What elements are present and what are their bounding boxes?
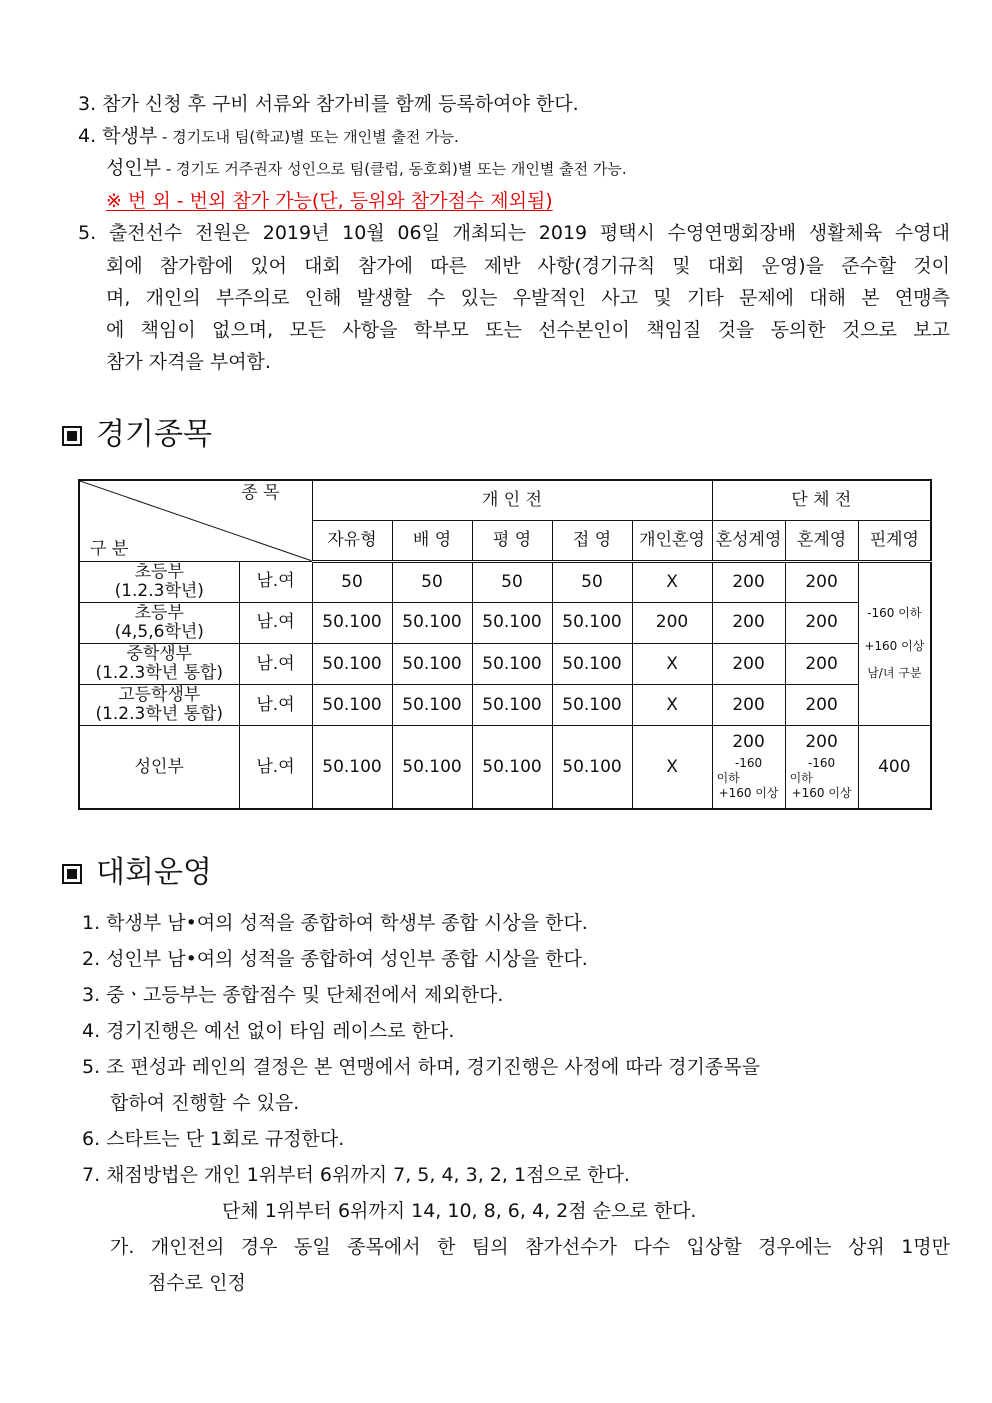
mixed-relay-under: -160 — [734, 756, 763, 771]
fin-relay-note-cell — [858, 561, 931, 726]
ops-item-1: 1. 학생부 남•여의 성적을 종합하여 학생부 종합 시상을 한다. — [82, 912, 588, 934]
gender-cell: 남.여 — [239, 643, 312, 684]
ops-item-4: 4. 경기진행은 예선 없이 타임 레이스로 한다. — [82, 1020, 455, 1042]
student-label: 4. 학생부 — [78, 125, 158, 147]
ops-item-7-line1: 7. 채점방법은 개인 1위부터 6위까지 7, 5, 4, 3, 2, 1점으로 한다. — [82, 1164, 630, 1186]
value-cell: 50.100 — [472, 643, 552, 684]
medley-relay-adult-cell — [785, 726, 858, 809]
division-name-line2: (1.2.3학년 통합) — [95, 704, 224, 725]
fin-note-gender: 남/녀 구분 — [867, 666, 922, 681]
value-cell: 50.100 — [552, 602, 632, 643]
value-cell: 50 — [472, 561, 552, 602]
ops-subitem-ga-line1: 가. 개인전의 경우 동일 종목에서 한 팀의 참가선수가 다수 입상할 경우에는 상위 1명만 — [110, 1236, 950, 1258]
value-cell: 200 — [712, 643, 785, 684]
ops-item-6: 6. 스타트는 단 1회로 규정한다. — [82, 1128, 345, 1150]
division-name — [79, 561, 239, 602]
square-bullet-icon — [62, 864, 82, 884]
col-header-individual-medley: 개인혼영 — [632, 520, 712, 561]
division-name: 성인부 — [79, 726, 239, 809]
value-cell: 200 — [785, 685, 858, 726]
division-name-line2: (1.2.3학년 통합) — [95, 663, 224, 684]
value-cell: 50.100 — [472, 685, 552, 726]
corner-label-division: 구 분 — [90, 538, 129, 559]
intro-item-3: 3. 참가 신청 후 구비 서류와 참가비를 함께 등록하여야 한다. — [78, 93, 579, 115]
value-cell: 200 — [712, 561, 785, 602]
ops-item-2: 2. 성인부 남•여의 성적을 종합하여 성인부 종합 시상을 한다. — [82, 948, 588, 970]
value-cell: 200 — [712, 602, 785, 643]
value-cell: 50.100 — [392, 685, 472, 726]
square-bullet-icon — [62, 426, 82, 446]
col-header-medley-relay: 혼계영 — [785, 520, 858, 561]
col-header-fin-relay: 핀계영 — [858, 520, 931, 561]
value-cell: 50 — [312, 561, 392, 602]
events-table — [78, 479, 932, 810]
value-cell: 50.100 — [392, 643, 472, 684]
value-cell: 50.100 — [552, 685, 632, 726]
group-header-individual: 개 인 전 — [312, 480, 712, 520]
value-cell: 200 — [785, 561, 858, 602]
value-cell: 50.100 — [552, 643, 632, 684]
intro-item-5-line1: 5. 출전선수 전원은 2019년 10월 06일 개최되는 2019 평택시 수영연맹회장배 생활체육 수영대 — [78, 222, 950, 244]
intro-item-4-adult — [106, 156, 627, 181]
value-cell: 50.100 — [312, 726, 392, 809]
intro-item-5-line5: 참가 자격을 부여함. — [106, 351, 271, 373]
medley-relay-under: -160 — [807, 756, 836, 771]
ops-item-5-line1: 5. 조 편성과 레인의 결정은 본 연맹에서 하며, 경기진행은 사정에 따라 경기종목을 — [82, 1056, 760, 1078]
value-cell: 50.100 — [392, 602, 472, 643]
ops-item-7-line2: 단체 1위부터 6위까지 14, 10, 8, 6, 4, 2점 순으로 한다. — [222, 1200, 697, 1222]
corner-header-cell — [79, 480, 312, 561]
value-cell: 50.100 — [312, 643, 392, 684]
table-row — [79, 643, 931, 684]
value-cell: 50.100 — [312, 602, 392, 643]
value-cell: X — [632, 643, 712, 684]
table-row-adult — [79, 726, 931, 809]
division-name-line2: (1.2.3학년) — [114, 580, 204, 601]
medley-relay-distance: 200 — [805, 732, 838, 753]
col-header-backstroke: 배 영 — [392, 520, 472, 561]
table-row — [79, 561, 931, 602]
extra-entry-note: ※ 번 외 - 번외 참가 가능(단, 등위와 참가점수 제외됨) — [106, 190, 553, 212]
division-name-line1: 고등학생부 — [118, 685, 201, 706]
value-cell: 50.100 — [472, 726, 552, 809]
value-cell: 50 — [552, 561, 632, 602]
value-cell: 50.100 — [312, 685, 392, 726]
division-name — [79, 685, 239, 726]
col-header-mixed-relay: 혼성계영 — [712, 520, 785, 561]
intro-item-4 — [78, 124, 459, 149]
value-cell: 50.100 — [472, 602, 552, 643]
gender-cell: 남.여 — [239, 602, 312, 643]
adult-label: 성인부 — [106, 157, 162, 179]
col-header-freestyle: 자유형 — [312, 520, 392, 561]
fin-note-under: -160 이하 — [867, 606, 922, 621]
gender-cell: 남.여 — [239, 726, 312, 809]
division-name — [79, 602, 239, 643]
section-heading-operations — [62, 855, 212, 891]
value-cell: 50.100 — [392, 726, 472, 809]
value-cell: 50.100 — [552, 726, 632, 809]
table-row — [79, 685, 931, 726]
col-header-butterfly: 접 영 — [552, 520, 632, 561]
division-name-line1: 초등부 — [134, 561, 184, 582]
fin-relay-adult-cell: 400 — [858, 726, 931, 809]
group-header-team: 단 체 전 — [712, 480, 931, 520]
ops-item-5-line2: 합하여 진행할 수 있음. — [110, 1092, 300, 1114]
medley-relay-over: +160 이상 — [791, 786, 852, 801]
table-row — [79, 602, 931, 643]
division-name — [79, 643, 239, 684]
mixed-relay-adult-cell — [712, 726, 785, 809]
intro-item-5-line2: 회에 참가함에 있어 대회 참가에 따른 제반 사항(경기규칙 및 대회 운영)을 준수할 것이 — [106, 255, 950, 277]
value-cell: X — [632, 726, 712, 809]
medley-relay-under-label: 이하 — [789, 771, 813, 786]
division-name-line1: 초등부 — [134, 602, 184, 623]
division-name-line2: (4,5,6학년) — [114, 621, 204, 642]
section-heading-events — [62, 417, 212, 453]
section-title: 대회운영 — [96, 855, 212, 890]
value-cell: X — [632, 685, 712, 726]
section-title: 경기종목 — [96, 417, 212, 452]
gender-cell: 남.여 — [239, 685, 312, 726]
division-name-line1: 중학생부 — [126, 644, 193, 665]
value-cell: 200 — [712, 685, 785, 726]
ops-item-3: 3. 중ㆍ고등부는 종합점수 및 단체전에서 제외한다. — [82, 984, 504, 1006]
value-cell: 50 — [392, 561, 472, 602]
value-cell: 200 — [785, 643, 858, 684]
corner-label-events: 종 목 — [241, 483, 280, 503]
intro-item-5-line3: 며, 개인의 부주의로 인해 발생할 수 있는 우발적인 사고 및 기타 문제에 대해 본 연맹측 — [106, 287, 950, 309]
fin-note-over: +160 이상 — [864, 639, 925, 654]
gender-cell: 남.여 — [239, 561, 312, 602]
mixed-relay-over: +160 이상 — [718, 786, 779, 801]
ops-subitem-ga-line2: 점수로 인정 — [148, 1272, 246, 1294]
value-cell: 200 — [785, 602, 858, 643]
intro-item-5-line4: 에 책임이 없으며, 모든 사항을 학부모 또는 선수본인이 책임질 것을 동의한 것으로 보고 — [106, 319, 950, 341]
value-cell: X — [632, 561, 712, 602]
mixed-relay-under-label: 이하 — [716, 771, 740, 786]
value-cell: 200 — [632, 602, 712, 643]
adult-desc: - 경기도 거주권자 성인으로 팀(클럽, 동호회)별 또는 개인별 출전 가능. — [161, 160, 627, 178]
col-header-breaststroke: 평 영 — [472, 520, 552, 561]
mixed-relay-distance: 200 — [732, 732, 765, 753]
student-desc: - 경기도내 팀(학교)별 또는 개인별 출전 가능. — [157, 128, 459, 146]
